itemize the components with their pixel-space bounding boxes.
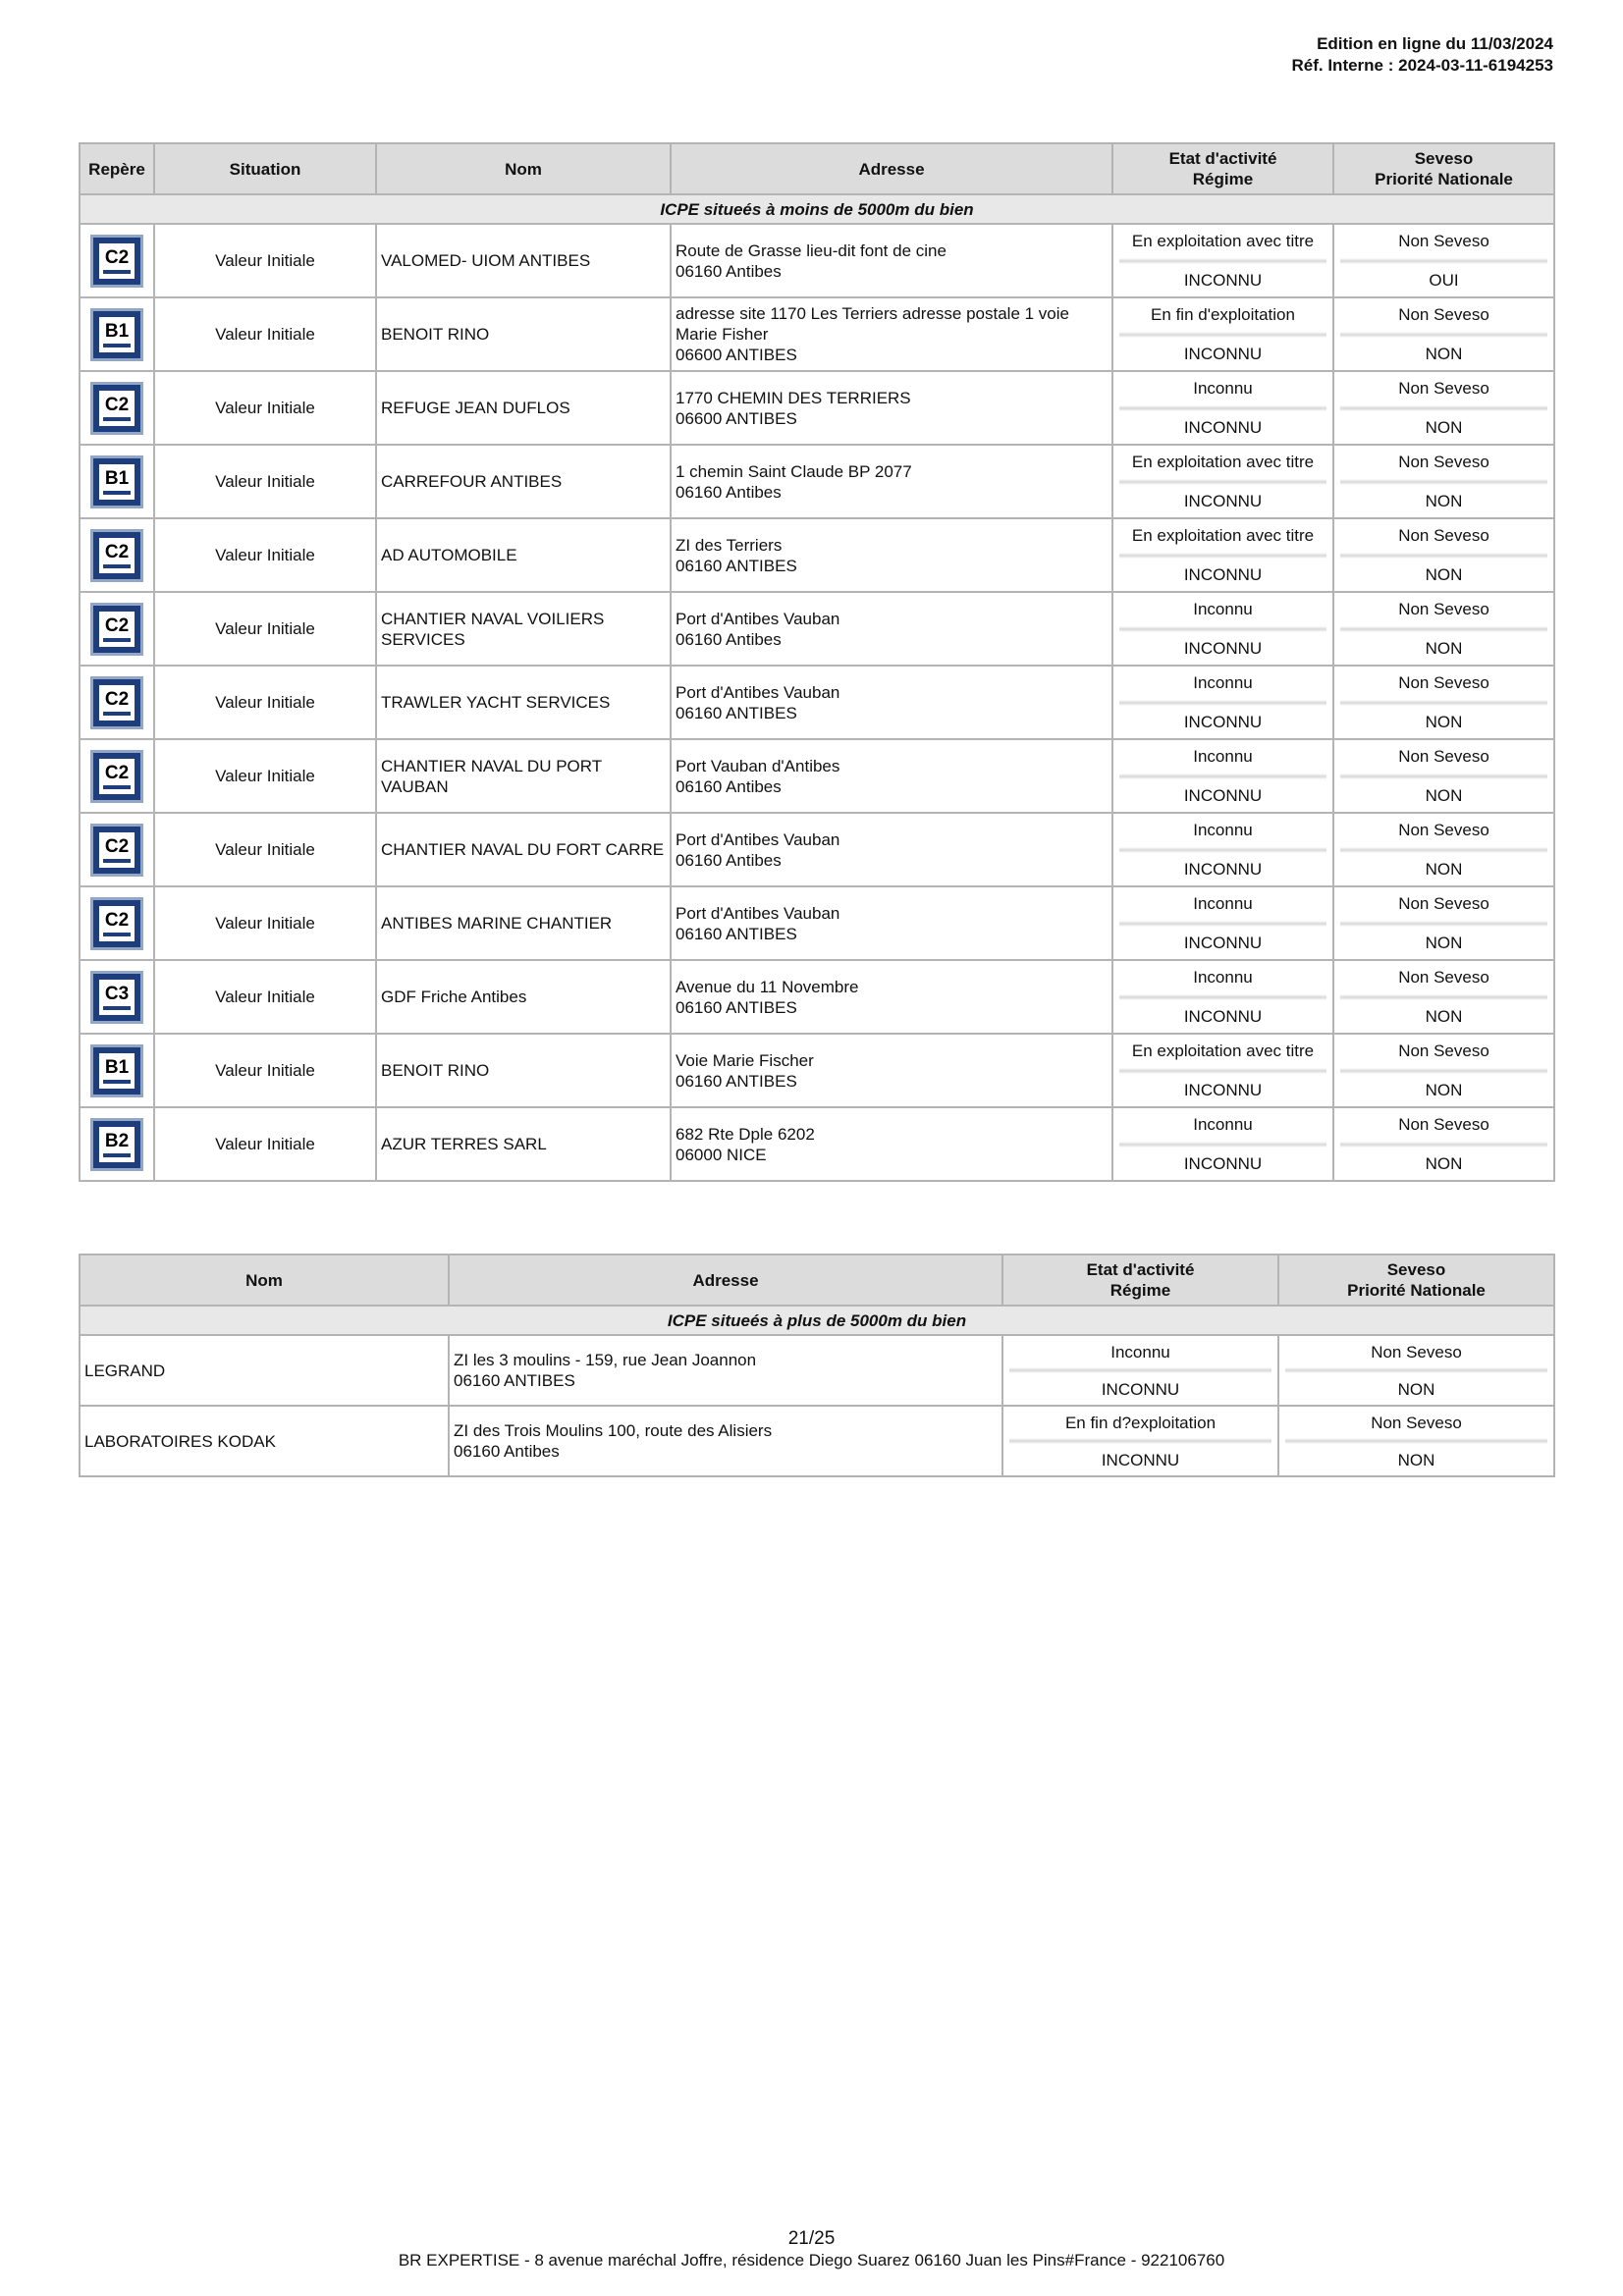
repere-badge-icon — [81, 676, 153, 729]
adresse-line: 682 Rte Dple 6202 — [676, 1124, 815, 1144]
nom-cell: AD AUTOMOBILE — [376, 518, 671, 592]
etat-activite-cell — [1112, 886, 1333, 960]
situation-cell: Valeur Initiale — [154, 886, 376, 960]
etat-activite: En fin d'exploitation — [1151, 305, 1295, 325]
header-seveso: Seveso — [1414, 149, 1474, 168]
badge-bar — [103, 417, 131, 421]
seveso-status: Non Seveso — [1398, 894, 1489, 914]
header-situation: Situation — [154, 143, 376, 194]
seveso-status: Non Seveso — [1398, 821, 1489, 840]
repere-code: C2 — [104, 762, 130, 783]
header-regime: Régime — [1192, 170, 1254, 188]
etat-activite: Inconnu — [1110, 1342, 1170, 1362]
repere-badge-icon — [81, 382, 153, 435]
badge-bar — [103, 270, 131, 274]
adresse-line: Port d'Antibes Vauban — [676, 903, 840, 923]
table-row — [80, 1034, 1554, 1107]
adresse-line: 06160 ANTIBES — [676, 703, 797, 722]
header-etat: Etat d'activité — [1086, 1260, 1195, 1279]
repere-badge-icon — [81, 529, 153, 582]
repere-badge-icon — [81, 750, 153, 803]
regime: INCONNU — [1183, 1080, 1263, 1099]
seveso-status-cell — [1278, 1335, 1554, 1406]
situation-cell: Valeur Initiale — [154, 445, 376, 518]
nom-cell: LEGRAND — [80, 1335, 449, 1406]
regime: INCONNU — [1183, 712, 1263, 731]
table-row — [80, 592, 1554, 666]
priorite-nationale: NON — [1425, 933, 1463, 952]
nom-cell: VALOMED- UIOM ANTIBES — [376, 224, 671, 297]
seveso-status: Non Seveso — [1398, 526, 1489, 546]
adresse-line: 1770 CHEMIN DES TERRIERS — [676, 388, 911, 407]
repere-badge-icon — [81, 1118, 153, 1171]
table-row — [80, 666, 1554, 739]
adresse-line: ZI les 3 moulins - 159, rue Jean Joannon — [454, 1351, 757, 1369]
repere-code: B1 — [104, 1056, 130, 1078]
header-nom: Nom — [80, 1255, 449, 1306]
priorite-nationale: NON — [1425, 638, 1463, 658]
etat-activite: En exploitation avec titre — [1131, 1041, 1315, 1061]
repere-cell — [80, 1107, 154, 1181]
seveso-status-cell — [1333, 297, 1554, 371]
seveso-status-cell — [1333, 739, 1554, 813]
header-priorite: Priorité Nationale — [1375, 170, 1513, 188]
regime: INCONNU — [1101, 1450, 1180, 1469]
adresse-line: 1 chemin Saint Claude BP 2077 — [676, 461, 912, 481]
etat-activite-cell — [1112, 224, 1333, 297]
badge-bar — [103, 638, 131, 642]
priorite-nationale: NON — [1425, 712, 1463, 731]
table-row — [80, 1107, 1554, 1181]
adresse-line: 06160 Antibes — [676, 261, 782, 281]
etat-activite: Inconnu — [1193, 894, 1253, 914]
repere-code: C3 — [104, 983, 130, 1004]
adresse-cell — [671, 518, 1112, 592]
priorite-nationale: NON — [1397, 1379, 1435, 1399]
adresse-line: Voie Marie Fischer — [676, 1050, 814, 1070]
repere-cell — [80, 297, 154, 371]
etat-activite: En exploitation avec titre — [1131, 453, 1315, 472]
etat-activite-cell — [1112, 297, 1333, 371]
situation-cell: Valeur Initiale — [154, 592, 376, 666]
adresse-cell — [671, 739, 1112, 813]
nom-cell: AZUR TERRES SARL — [376, 1107, 671, 1181]
situation-cell: Valeur Initiale — [154, 1107, 376, 1181]
seveso-status-cell — [1333, 1034, 1554, 1107]
etat-activite: Inconnu — [1193, 600, 1253, 619]
table-row — [80, 960, 1554, 1034]
seveso-status: Non Seveso — [1398, 232, 1489, 251]
regime: INCONNU — [1183, 859, 1263, 879]
adresse-line: Route de Grasse lieu-dit font de cine — [676, 240, 947, 260]
nom-cell: CHANTIER NAVAL VOILIERS SERVICES — [376, 592, 671, 666]
seveso-status: Non Seveso — [1398, 453, 1489, 472]
badge-bar — [103, 785, 131, 789]
repere-code: C2 — [104, 394, 130, 415]
nom-cell: GDF Friche Antibes — [376, 960, 671, 1034]
adresse-line: 06160 Antibes — [676, 482, 782, 502]
section-title-beyond-5000m: ICPE situeés à plus de 5000m du bien — [80, 1306, 1554, 1335]
seveso-status: Non Seveso — [1398, 968, 1489, 988]
adresse-cell — [671, 1107, 1112, 1181]
adresse-cell — [671, 886, 1112, 960]
badge-bar — [103, 491, 131, 495]
etat-activite-cell — [1112, 813, 1333, 886]
etat-activite-cell — [1112, 1034, 1333, 1107]
situation-cell: Valeur Initiale — [154, 518, 376, 592]
priorite-nationale: NON — [1425, 1153, 1463, 1173]
table-row — [80, 1335, 1554, 1406]
priorite-nationale: NON — [1425, 1006, 1463, 1026]
table-row — [80, 739, 1554, 813]
etat-activite: Inconnu — [1193, 821, 1253, 840]
nom-cell: BENOIT RINO — [376, 297, 671, 371]
document-header — [1292, 33, 1554, 77]
repere-cell — [80, 224, 154, 297]
adresse-cell — [449, 1335, 1002, 1406]
regime: INCONNU — [1183, 1153, 1263, 1173]
header-repere: Repère — [80, 143, 154, 194]
adresse-line: Port d'Antibes Vauban — [676, 829, 840, 849]
seveso-status: Non Seveso — [1371, 1413, 1462, 1432]
page-number: 21/25 — [787, 2228, 836, 2249]
header-regime: Régime — [1109, 1281, 1171, 1300]
repere-code: B2 — [104, 1130, 130, 1151]
header-seveso-priorite — [1278, 1255, 1554, 1306]
priorite-nationale: NON — [1397, 1450, 1435, 1469]
repere-badge-icon — [81, 455, 153, 508]
regime: INCONNU — [1183, 638, 1263, 658]
company-info: BR EXPERTISE - 8 avenue maréchal Joffre, résidence Diego Suarez 06160 Juan les Pins#France - 922106760 — [398, 2251, 1225, 2269]
situation-cell: Valeur Initiale — [154, 297, 376, 371]
adresse-line: 06000 NICE — [676, 1145, 767, 1164]
header-adresse: Adresse — [449, 1255, 1002, 1306]
priorite-nationale: NON — [1425, 859, 1463, 879]
table-row — [80, 886, 1554, 960]
table-row — [80, 1406, 1554, 1476]
repere-cell — [80, 886, 154, 960]
header-etat-regime — [1112, 143, 1333, 194]
adresse-line: ZI des Trois Moulins 100, route des Alisiers — [454, 1421, 773, 1440]
adresse-cell — [671, 224, 1112, 297]
adresse-line: 06160 ANTIBES — [676, 997, 797, 1017]
regime: INCONNU — [1183, 1006, 1263, 1026]
regime: INCONNU — [1183, 785, 1263, 805]
seveso-status: Non Seveso — [1371, 1342, 1462, 1362]
priorite-nationale: NON — [1425, 564, 1463, 584]
priorite-nationale: NON — [1425, 1080, 1463, 1099]
situation-cell: Valeur Initiale — [154, 224, 376, 297]
seveso-status-cell — [1333, 960, 1554, 1034]
repere-code: C2 — [104, 835, 130, 857]
etat-activite-cell — [1112, 1107, 1333, 1181]
seveso-status: Non Seveso — [1398, 600, 1489, 619]
badge-bar — [103, 933, 131, 936]
edition-date: Edition en ligne du 11/03/2024 — [1317, 34, 1553, 53]
seveso-status: Non Seveso — [1398, 305, 1489, 325]
regime: INCONNU — [1183, 491, 1263, 510]
regime: INCONNU — [1183, 564, 1263, 584]
adresse-cell — [671, 297, 1112, 371]
repere-badge-icon — [81, 971, 153, 1024]
etat-activite-cell — [1112, 371, 1333, 445]
header-nom: Nom — [376, 143, 671, 194]
repere-code: B1 — [104, 467, 130, 489]
badge-bar — [103, 859, 131, 863]
adresse-line: 06600 ANTIBES — [676, 408, 797, 428]
repere-code: C2 — [104, 541, 130, 562]
header-etat-regime — [1002, 1255, 1278, 1306]
adresse-line: 06160 ANTIBES — [676, 924, 797, 943]
repere-badge-icon — [81, 235, 153, 288]
repere-cell — [80, 739, 154, 813]
priorite-nationale: NON — [1425, 344, 1463, 363]
badge-bar — [103, 344, 131, 347]
adresse-line: adresse site 1170 Les Terriers adresse postale 1 voie Marie Fisher — [676, 304, 1069, 344]
repere-cell — [80, 666, 154, 739]
seveso-status: Non Seveso — [1398, 1115, 1489, 1135]
badge-bar — [103, 1006, 131, 1010]
adresse-line: 06160 ANTIBES — [676, 1071, 797, 1091]
seveso-status-cell — [1333, 371, 1554, 445]
internal-reference: Réf. Interne : 2024-03-11-6194253 — [1291, 56, 1553, 75]
page-footer — [0, 2228, 1623, 2271]
table-row — [80, 297, 1554, 371]
regime: INCONNU — [1183, 933, 1263, 952]
adresse-cell — [449, 1406, 1002, 1476]
etat-activite-cell — [1112, 960, 1333, 1034]
priorite-nationale: OUI — [1429, 270, 1459, 290]
seveso-status-cell — [1333, 224, 1554, 297]
adresse-cell — [671, 960, 1112, 1034]
etat-activite: En exploitation avec titre — [1131, 526, 1315, 546]
adresse-line: 06160 ANTIBES — [676, 556, 797, 575]
adresse-line: Avenue du 11 Novembre — [676, 977, 859, 996]
situation-cell: Valeur Initiale — [154, 1034, 376, 1107]
adresse-line: Port d'Antibes Vauban — [676, 682, 840, 702]
seveso-status-cell — [1333, 518, 1554, 592]
badge-bar — [103, 564, 131, 568]
situation-cell: Valeur Initiale — [154, 371, 376, 445]
adresse-line: 06160 ANTIBES — [454, 1371, 575, 1390]
adresse-cell — [671, 445, 1112, 518]
repere-badge-icon — [81, 603, 153, 656]
repere-cell — [80, 960, 154, 1034]
etat-activite: Inconnu — [1193, 673, 1253, 693]
adresse-line: Port d'Antibes Vauban — [676, 609, 840, 628]
seveso-status: Non Seveso — [1398, 747, 1489, 767]
situation-cell: Valeur Initiale — [154, 739, 376, 813]
etat-activite-cell — [1112, 739, 1333, 813]
etat-activite: Inconnu — [1193, 1115, 1253, 1135]
repere-badge-icon — [81, 1044, 153, 1097]
seveso-status: Non Seveso — [1398, 379, 1489, 399]
adresse-line: ZI des Terriers — [676, 535, 783, 555]
seveso-status-cell — [1333, 592, 1554, 666]
etat-activite: Inconnu — [1193, 747, 1253, 767]
seveso-status-cell — [1333, 666, 1554, 739]
repere-badge-icon — [81, 897, 153, 950]
repere-cell — [80, 518, 154, 592]
regime: INCONNU — [1183, 344, 1263, 363]
nom-cell: ANTIBES MARINE CHANTIER — [376, 886, 671, 960]
nom-cell: CHANTIER NAVAL DU FORT CARRE — [376, 813, 671, 886]
table-row — [80, 371, 1554, 445]
table-row — [80, 813, 1554, 886]
adresse-line: 06160 Antibes — [676, 629, 782, 649]
seveso-status: Non Seveso — [1398, 673, 1489, 693]
nom-cell: REFUGE JEAN DUFLOS — [376, 371, 671, 445]
table-row — [80, 224, 1554, 297]
nom-cell: CARREFOUR ANTIBES — [376, 445, 671, 518]
header-priorite: Priorité Nationale — [1347, 1281, 1486, 1300]
etat-activite-cell — [1112, 445, 1333, 518]
priorite-nationale: NON — [1425, 491, 1463, 510]
seveso-status: Non Seveso — [1398, 1041, 1489, 1061]
adresse-line: 06160 Antibes — [676, 776, 782, 796]
nom-cell: LABORATOIRES KODAK — [80, 1406, 449, 1476]
situation-cell: Valeur Initiale — [154, 960, 376, 1034]
nom-cell: TRAWLER YACHT SERVICES — [376, 666, 671, 739]
repere-cell — [80, 592, 154, 666]
header-adresse: Adresse — [671, 143, 1112, 194]
priorite-nationale: NON — [1425, 785, 1463, 805]
icpe-table-within-5000m — [79, 142, 1555, 1182]
regime: INCONNU — [1183, 417, 1263, 437]
seveso-status-cell — [1333, 445, 1554, 518]
priorite-nationale: NON — [1425, 417, 1463, 437]
adresse-cell — [671, 371, 1112, 445]
section-title-within-5000m: ICPE situeés à moins de 5000m du bien — [80, 194, 1554, 224]
situation-cell: Valeur Initiale — [154, 813, 376, 886]
etat-activite: En exploitation avec titre — [1131, 232, 1315, 251]
etat-activite: En fin d?exploitation — [1064, 1413, 1217, 1432]
seveso-status-cell — [1333, 1107, 1554, 1181]
nom-cell: BENOIT RINO — [376, 1034, 671, 1107]
etat-activite-cell — [1112, 592, 1333, 666]
etat-activite-cell — [1002, 1335, 1278, 1406]
adresse-line: Port Vauban d'Antibes — [676, 756, 840, 775]
seveso-status-cell — [1333, 886, 1554, 960]
adresse-line: 06600 ANTIBES — [676, 346, 797, 364]
repere-cell — [80, 1034, 154, 1107]
adresse-cell — [671, 813, 1112, 886]
repere-code: C2 — [104, 909, 130, 931]
seveso-status-cell — [1333, 813, 1554, 886]
adresse-cell — [671, 666, 1112, 739]
repere-cell — [80, 445, 154, 518]
etat-activite: Inconnu — [1193, 968, 1253, 988]
adresse-cell — [671, 1034, 1112, 1107]
regime: INCONNU — [1183, 270, 1263, 290]
table-row — [80, 518, 1554, 592]
etat-activite-cell — [1112, 666, 1333, 739]
repere-cell — [80, 813, 154, 886]
adresse-line: 06160 Antibes — [454, 1442, 560, 1461]
repere-badge-icon — [81, 824, 153, 877]
header-seveso: Seveso — [1386, 1260, 1446, 1279]
etat-activite-cell — [1112, 518, 1333, 592]
repere-code: B1 — [104, 320, 130, 342]
etat-activite: Inconnu — [1193, 379, 1253, 399]
etat-activite-cell — [1002, 1406, 1278, 1476]
repere-code: C2 — [104, 688, 130, 710]
repere-code: C2 — [104, 246, 130, 268]
regime: INCONNU — [1101, 1379, 1180, 1399]
table-row — [80, 445, 1554, 518]
adresse-line: 06160 Antibes — [676, 850, 782, 870]
adresse-cell — [671, 592, 1112, 666]
header-seveso-priorite — [1333, 143, 1554, 194]
badge-bar — [103, 1153, 131, 1157]
badge-bar — [103, 712, 131, 716]
repere-cell — [80, 371, 154, 445]
badge-bar — [103, 1080, 131, 1084]
repere-code: C2 — [104, 614, 130, 636]
situation-cell: Valeur Initiale — [154, 666, 376, 739]
nom-cell: CHANTIER NAVAL DU PORT VAUBAN — [376, 739, 671, 813]
repere-badge-icon — [81, 308, 153, 361]
header-etat: Etat d'activité — [1168, 149, 1277, 168]
seveso-status-cell — [1278, 1406, 1554, 1476]
icpe-table-beyond-5000m — [79, 1254, 1555, 1477]
